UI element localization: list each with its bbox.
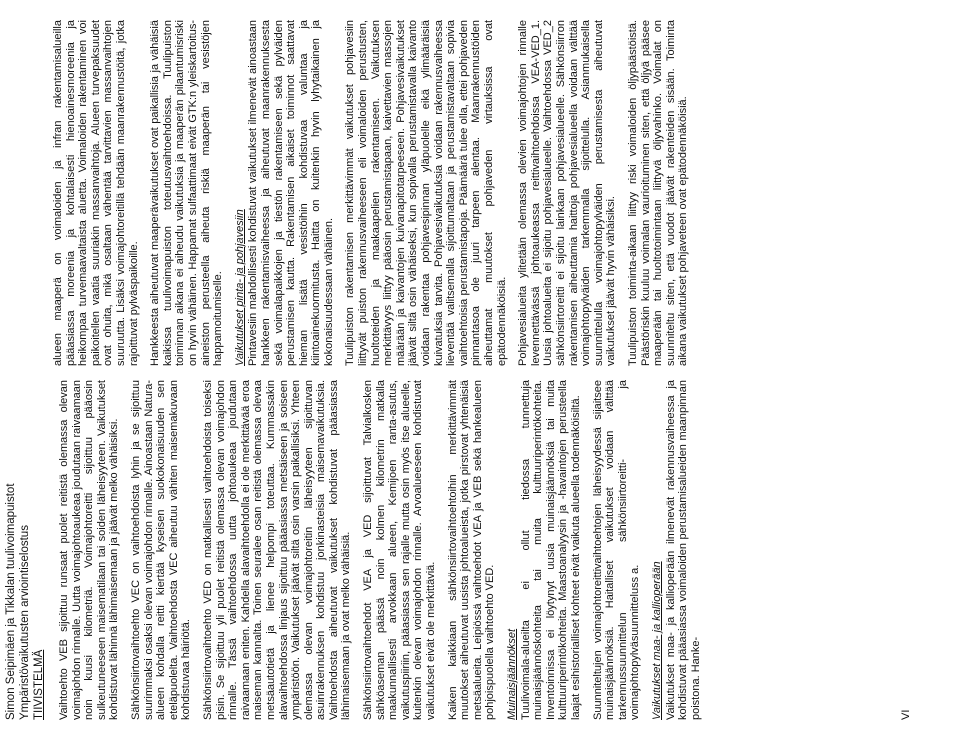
section-title: TIIVISTELMÄ (33, 649, 45, 720)
subheading-muinaisjaannokset: Muinaisjäännökset (506, 628, 518, 720)
page-number: VI (900, 709, 912, 720)
left-column (58, 380, 711, 720)
paragraph: Sähkönsiirtovaihtoehdot VEA ja VED sijoittuvat Talvialkosken sähköaseman päässä noin kolmen kilometrin matkalla maakunnallisesti arvokkaan alueen, Kemijoen ranta-asutus, vaikutuspiiriin, pääasiassa sen rajalle mutta osin myös itse alueelle, kuitenkin olevan voimajohdon rinnalle. Arvoalueeseen kohdistuvat vaikutukset eivät ole merkittäviä. (362, 380, 438, 720)
right-column (52, 20, 699, 366)
paragraph: Tuulipuiston toiminta-aikaan liittyy riski voimaloiden öljypäästöistä. Päästöriskin kuuluu voimalan vaurioituminen siten, että öljyä pääsee maaperään tai huoltotoimintaan liittyvä öljyvahinko. Voimalat on suunniteltu siten, että vuodot jäävät rakenteiden sisään. Toiminta aikana vaikutukset pohjaveteen ovat epätodennäköisiä. (626, 20, 690, 366)
page-header (4, 420, 46, 720)
paragraph: Vaikutukset maa- ja kallioperään ilmenevät rakennusvaiheessa ja kohdistuvat pääasiassa voimaloiden perustamisalueiden maanpinnan poistona. Hanke- (664, 380, 702, 720)
paragraph: Vaihtoehto VEB sijoittuu runsaat puolet reitistä olemassa olevan voimajohdon rinnalle. Uutta voimajohtoaukeaa joudutaan raivaamaan noin kuusi kilometriä. Voimajohtoreitti sijoittuu pääosin sulkeutuneeseen maisematilaan tai soiden läheisyyteen. Vaikutukset kohdistuvat lähinnä lähimaisemaan ja jäävät melko vähäisiksi. (58, 380, 121, 720)
paragraph: Tuulipuiston rakentamisen merkittävimmät vaikutukset pohjavesiin liittyvät puiston rakennusvaiheeseen eli voimaloiden perustusten, huoltoteiden ja maakaapelien rakentamiseen. Vaikutuksen merkittävyys liittyy pääosin perustamistapaan, kaivettavien massojen määrään ja kaivantojen kuivanapitotarpeeseen. Pohjavesivaikutukset jäävät siltä osin vähäiseksi, kun sopivalla perustamistavalla kaivanto voidaan rakentaa pohjavesipinnan yläpuolelle eikä ylimääräisiä kuivatuksia tarvita. Pohjavesivaikutuksia voidaan rakennusvaiheessa lieventää valitsemalla sijoittumaltaan ja perustamistavaltaan sopivia vaihtoehtoisia perustamistapoja. Päämäärä tulee olla, ettei pohjaveden pinnantasoa ole juuri tarpeen alentaa. Maanrakennustöiden aiheuttamat muutokset pohjaveden virtauksissa ovat epätodennäköisiä. (344, 20, 508, 366)
paragraph: Pintavesiin mahdollisesti kohdistuvat vaikutukset ilmenevät ainoastaan hankkeen rakentamisvaiheessa ja aiheutuvat maanrakennuksesta sekä voimalapaikkojen ja tiestön rakentamiseen sekä pylväiden perustamisen kautta. Rakentamisen aikaiset toiminnot saattavat hieman lisätä vesistöihin kohdistuvaa valuntaa ja kiintoainekuormitusta. Haitta on kuitenkin hyvin lyhytaikainen ja kokonaisuudessaan vähäinen. (247, 20, 335, 366)
paragraph: Hankkeesta aiheutuvat maaperävaikutukset ovat paikallisia ja vähäisiä kaikissa tuulivoimapuiston toteutusvaihtoehdoissa. Tuulipuiston toiminnan aikana ei aiheudu vaikutuksia ja maaperän pilaantumisriski on hyvin vähäinen. Happamat sulfaattimaat eivät GTK:n yleiskartoitus-aineiston perusteella aiheuta riskiä maaperän tai vesistöjen happamoitumiselle. (149, 20, 225, 366)
paragraph: Sähkönsiirtovaihtoehto VEC on vaihtoehdoista lyhin ja se sijoittuu suurimmaksi osaksi olevan voimajohdon rinnalle. Ainoastaan Natura-alueen kohdalla reitti kiertää kyseisen suokokonaisuuden sen eteläpuolelta. Vaihtoehdosta VEC aiheutuu vähiten maisemakuvaan kohdistuvaa häiriötä. (129, 380, 193, 720)
paragraph: Kaiken kaikkiaan sähkönsiirtovaihtoehtoihin merkittävimmät muutokset aiheutuvat uusista johtoalueista, jotka pirstovat yhtenäisiä metsäalueita. Leipiössä vaihtoehdot VEA ja VEB sekä hankealueen pohjoispuolella vaihtoehto VED. (446, 380, 497, 720)
paragraph: Pohjavesialueita ylitetään olemassa olevien voimajohtojen rinnalle levennettävässä johtoaukeassa reittivaihtoehdoissa VEA-VED_1. Uusia johtoalueita ei sijoitu pohjavesialueelle. Vaihtoehdossa VED_2 sähkönsiirtoreitti ei sijoitu lainkaan pohjavesialueelle. Sähkönsiirron rakentamisen aiheuttamia haittoja pohjavesialueella voidaan välttää voimajohtopylväiden tarkemmalla sijoittelulla. Asianmukaisella suunnittelulla voimajohtopylväiden perustamisesta aiheutuvat vaikutukset jäävät hyvin vähäisiksi. (517, 20, 618, 366)
header-report-title: Ympäristövaikutusten arviointiselostus (19, 525, 31, 720)
header-project-title: Simon Seipimäen ja Tikkalan tuulivoimapuistot (5, 483, 17, 720)
paragraph: Suunniteltujen voimajohtoreittivaihtoehtojen läheisyydessä sijaitsee muinaisjäännöksiä. Haitalliset vaikutukset voidaan välttää tarkennussuunnittelun sähkönsiirtoreitti- ja voimajohtopylväsuunnitteluss a. (591, 380, 642, 720)
paragraph: Sähkönsiirtovaihtoehto VED on matkallisesti vaihtoehdoista toiseksi pisin. Se sijoittuu yli puolet reitistä olemassa olevan voimajohdon rinnalle. Tässä vaihtoehdossa uutta johtoaukeaa joudutaan raivaamaan eniten. Kahdella alavaihtoehdolla ei ole merkittävää eroa maiseman kannalta. Toinen seuralee osan reitistä olemassa olevaa metsäautotietä ja lienee helpompi toteuttaa. Kummassakin alavaihtoehdossa linjaus sijoittuu pääasiassa metsäiseen ja soiseen ympäristöön. Vaikutukset jäävät siltä osin varsin paikallisiksi. Yhteen olemassa olevan voimajohtoreitin läheisyyteen sijoittuvan asuinrakennuksen kohdistuu jonkinasteisia maisemavaikutuksia. Vaihtoehdosta aiheutuvat vaikutukset kohdistuvat pääasiassa lähimaisemaan ja ovat melko vähäisiä. (201, 380, 353, 720)
paragraph: alueen maaperä on voimaloiden ja infran rakentamisalueilla pääasiassa moreenia ja kohtalaisesti hienoainesmoreenia ja heikompaa turvemaavaltaista aluetta. Voimaloiden rakentaminen voi paikoitellen vaatia suuriakin massanvaihtoja. Alueen turvepaksuudet ovat ohuita, mikä osaltaan vähentää tarvittavien massanvaihtojen suuruutta. Lisäksi voimajohtoreitillä tehdään maanrakennustöitä, jotka rajoittuvat pylväspaikoille. (52, 20, 140, 366)
subheading-pinta-ja-pohjavedet: Vaikutukset pinta- ja pohjavesiin (233, 209, 246, 366)
subheading-maa-ja-kalliopera: Vaikutukset maa- ja kallioperään (650, 561, 663, 720)
paragraph: Tuulivoimala-alueilta ei ollut tiedossa tunnettuja muinaisjäännöskohteita tai muita kulttuuriperintökohteita. Inventoinnissa ei löytynyt uusia muinaisjäännöksiä tai muita kulttuuriperintökohteita. Maastoanalyysin ja -havaintojen perusteella laajat esihistorialliset kohteet eivät vaikuta alueella todennäköisiltä. (519, 380, 582, 720)
